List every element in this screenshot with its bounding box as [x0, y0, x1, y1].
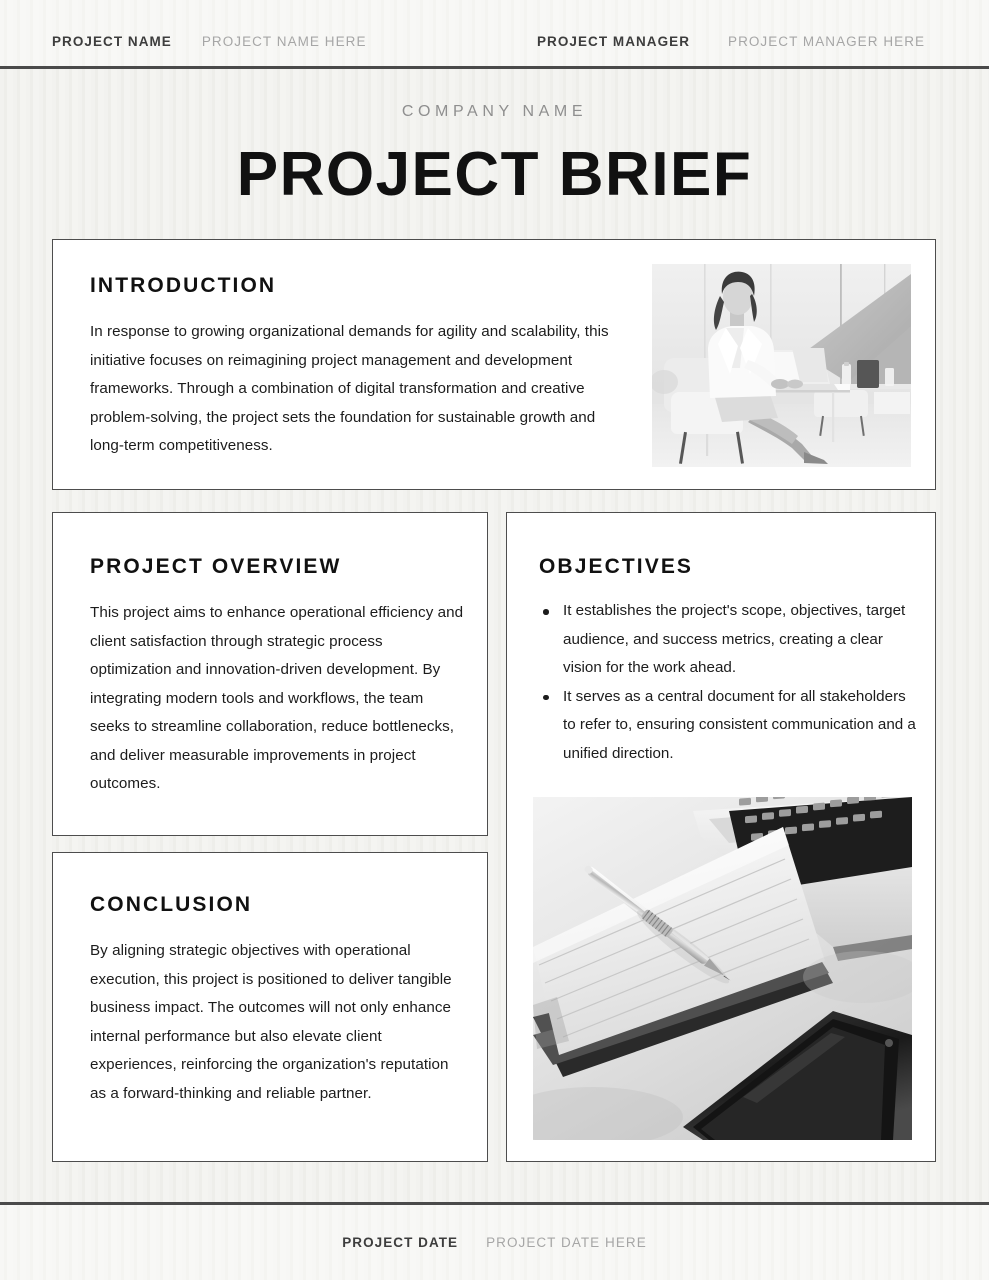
introduction-photo [652, 264, 911, 467]
objectives-photo [533, 797, 912, 1140]
project-overview-body: This project aims to enhance operational efficiency and client satisfaction through strategic process optimization and innovation-driven development. By integrating modern tools and workflows, the team seeks to streamline collaboration, reduce bottlenecks, and deliver measurable improvements in project outcomes. [90, 604, 464, 792]
header-project-manager-group [537, 34, 925, 49]
project-overview-card [52, 512, 488, 836]
page-title: PROJECT BRIEF [236, 140, 753, 209]
header-project-name-group [52, 34, 367, 49]
list-item: It serves as a central document for all stakeholders to refer to, ensuring consistent communication and a unified direction. [539, 683, 917, 769]
list-item: It establishes the project's scope, objectives, target audience, and success metrics, creating a clear vision for the work ahead. [539, 597, 917, 683]
conclusion-heading: CONCLUSION [90, 893, 253, 916]
project-date-value[interactable]: PROJECT DATE HERE [486, 1235, 647, 1250]
introduction-body: In response to growing organizational demands for agility and scalability, this initiative focuses on reimagining project management and development frameworks. Through a combination of digital transformation and creative problem-solving, the project sets the foundation for sustainable growth and long-term competitiveness. [90, 323, 609, 454]
footer-project-date-group [342, 1235, 647, 1250]
project-manager-value[interactable]: PROJECT MANAGER HERE [728, 34, 926, 49]
conclusion-card [52, 852, 488, 1162]
objectives-list [539, 597, 917, 768]
project-name-label: PROJECT NAME [52, 34, 172, 49]
page-header [0, 0, 989, 69]
project-overview-heading: PROJECT OVERVIEW [90, 555, 342, 578]
introduction-card [52, 239, 936, 490]
project-manager-label: PROJECT MANAGER [537, 34, 691, 49]
conclusion-body: By aligning strategic objectives with operational execution, this project is positioned to deliver tangible business impact. The outcomes will not only enhance internal performance but also elevate client experiences, reinforcing the organization's reputation as a forward-thinking and reliable partner. [90, 942, 452, 1102]
page-footer [0, 1202, 989, 1280]
objectives-card [506, 512, 936, 1162]
project-date-label: PROJECT DATE [342, 1235, 459, 1250]
company-name: COMPANY NAME [401, 103, 588, 120]
project-name-value[interactable]: PROJECT NAME HERE [201, 34, 367, 49]
objectives-heading: OBJECTIVES [539, 555, 694, 578]
introduction-heading: INTRODUCTION [90, 274, 277, 297]
